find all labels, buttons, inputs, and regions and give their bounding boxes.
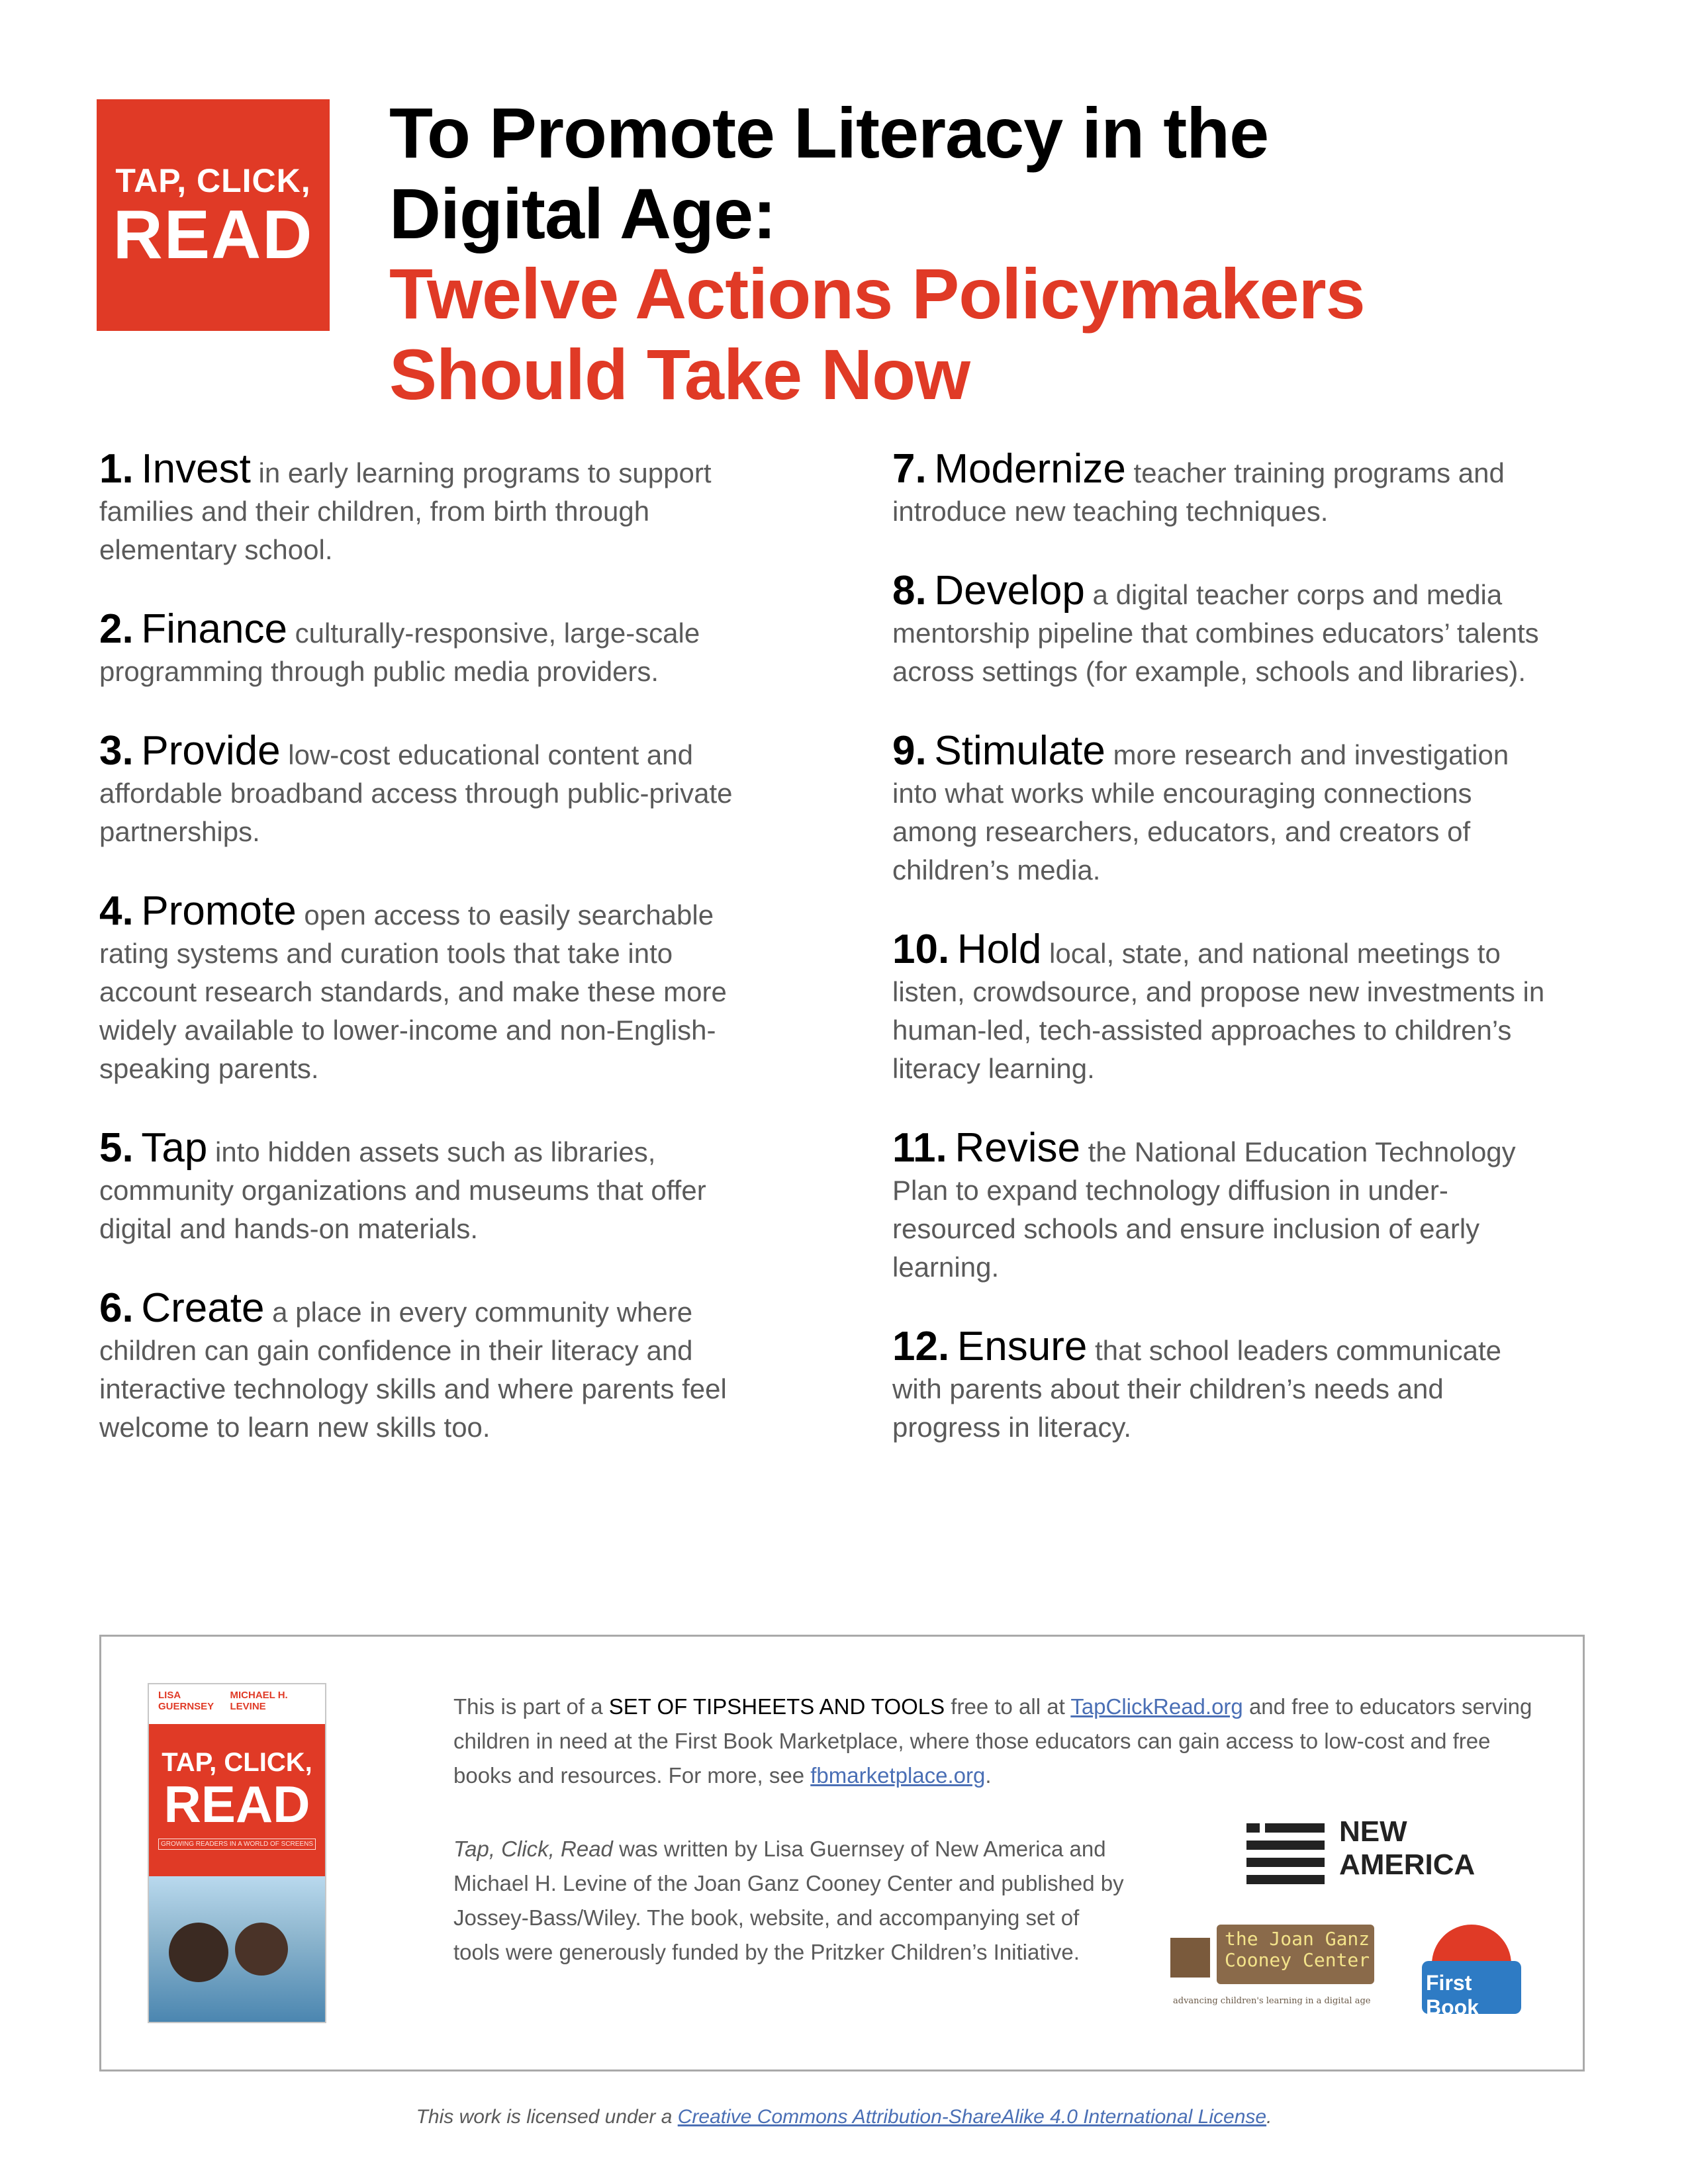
action-text: low-cost educational content and affordable broadband access through public-private partnerships. [99,739,733,847]
jgcc-sign [1217,1925,1374,1984]
action-text: a place in every community where children can gain confidence in their literacy and interactive technology skills and where parents feel welcome to learn new skills too. [99,1297,727,1443]
jgcc-tagline: advancing children's learning in a digital age [1173,1996,1371,2006]
action-number: 11. [892,1125,947,1171]
book-photo [149,1876,325,2022]
action-text: open access to easily searchable rating systems and curation tools that take into account research standards, and make these more widely available to lower-income and non-English-speaking parents. [99,899,727,1084]
action-verb: Finance [141,606,287,652]
action-verb: Revise [955,1125,1080,1171]
action-verb: Develop [934,568,1085,614]
action-verb: Promote [141,888,297,934]
action-text: the National Education Technology Plan to expand technology diffusion in under-resourced schools and ensure inclusion of early learning. [892,1136,1516,1283]
book-subtitle: GROWING READERS IN A WORLD OF SCREENS [158,1839,316,1850]
action-item [99,1285,761,1447]
action-text: a digital teacher corps and media mentorship pipeline that combines educators’ talents across settings (for example, schools and libraries). [892,579,1539,687]
action-number: 7. [892,446,927,492]
action-verb: Invest [141,446,251,492]
action-number: 2. [99,606,134,652]
action-text: in early learning programs to support families and their children, from birth through elementary school. [99,457,712,565]
action-number: 10. [892,927,950,972]
action-verb: Hold [957,927,1042,972]
actions-left-column [99,446,761,1447]
book-author1: LISA GUERNSEY [158,1690,214,1712]
sunburst-icon [1432,1925,1511,1964]
action-text: teacher training programs and introduce new teaching techniques. [892,457,1505,527]
fbmarketplace-link[interactable]: fbmarketplace.org [810,1763,986,1788]
title-line2: Digital Age: [389,173,776,253]
logo-line1: TAP, CLICK, [115,162,311,199]
action-verb: Ensure [957,1324,1088,1369]
new-america-line1: NEW [1339,1815,1407,1848]
action-item [99,606,761,691]
action-number: 12. [892,1324,950,1369]
text-run: . [1266,2106,1272,2128]
action-item [892,446,1554,531]
cc-license-link[interactable]: Creative Commons Attribution-ShareAlike 4.0 International License [677,2106,1267,2128]
book-title1: TAP, CLICK, [162,1748,312,1777]
new-america-logo [1246,1815,1485,1888]
action-verb: Modernize [934,446,1126,492]
page-subtitle [389,253,1365,415]
jgcc-line2: Cooney Center [1225,1949,1370,1971]
child-figure [169,1923,228,1982]
action-number: 5. [99,1125,134,1171]
child-figure [235,1923,288,1976]
action-number: 3. [99,728,134,774]
book-title2: READ [164,1775,310,1833]
action-item [99,1125,761,1248]
text-run: and free to educators serving children in need at the First Book Marketplace, where those educators can gain access to low-cost and free books and resources. For more, see [453,1694,1532,1788]
license-footer [0,2106,1688,2128]
first-book-text: First Book [1426,1971,1479,2019]
first-book-logo [1422,1925,1521,2017]
jgcc-line1: the Joan Ganz [1225,1928,1370,1950]
action-verb: Provide [141,728,281,774]
action-text: more research and investigation into what works while encouraging connections among researchers, educators, and creators of children’s media. [892,739,1509,886]
text-run: This work is licensed under a [416,2106,678,2128]
action-item [892,568,1554,691]
action-text: culturally-responsive, large-scale programming through public media providers. [99,617,700,687]
action-number: 1. [99,446,134,492]
action-number: 9. [892,728,927,774]
action-verb: Stimulate [934,728,1105,774]
title-line3: Twelve Actions Policymakers [389,253,1365,334]
action-text: local, state, and national meetings to listen, crowdsource, and propose new investments in human-led, tech-assisted approaches to children’s literacy learning. [892,938,1545,1084]
book-cover-image [148,1683,326,2023]
action-item [892,728,1554,889]
joan-ganz-cooney-center-logo [1164,1918,1376,2017]
book-authors [149,1684,325,1724]
text-run: . [985,1763,992,1788]
action-item [99,446,761,569]
box-paragraph-2 [453,1810,1129,1991]
text-run: This is part of a [453,1694,609,1719]
action-number: 8. [892,568,927,614]
book-author2: MICHAEL H. LEVINE [230,1690,288,1712]
action-text: that school leaders communicate with parents about their children’s needs and progress in literacy. [892,1335,1501,1443]
action-item [892,1324,1554,1447]
action-item [892,927,1554,1088]
tipsheets-caps: SET OF TIPSHEETS AND TOOLS [608,1694,945,1719]
page-title [389,93,1268,254]
info-box [99,1635,1585,2071]
book-title-italic: Tap, Click, Read [453,1837,613,1861]
text-run: free to all at [945,1694,1071,1719]
box-paragraph-1 [453,1690,1552,1793]
tapclickread-link[interactable]: TapClickRead.org [1070,1694,1243,1719]
action-text: into hidden assets such as libraries, community organizations and museums that offer digital and hands-on materials. [99,1136,706,1244]
logo-line2: READ [113,197,314,273]
robot-icon [1170,1938,1210,1978]
action-number: 6. [99,1285,134,1331]
action-number: 4. [99,888,134,934]
action-verb: Create [141,1285,265,1331]
new-america-line2: AMERICA [1339,1848,1476,1881]
action-verb: Tap [141,1125,208,1171]
action-item [99,888,761,1088]
title-line1: To Promote Literacy in the [389,93,1269,173]
action-item [99,728,761,851]
title-line4: Should Take Now [389,334,970,414]
tap-click-read-logo [97,99,330,331]
actions-right-column [892,446,1554,1447]
action-item [892,1125,1554,1287]
text-run: was written by Lisa Guernsey of New America and Michael H. Levine of the Joan Ganz Cooney Center and published by Jossey-Bass/Wiley. The book, website, and accompanying set of tools were generously funded by the Pritzker Children’s Initiative. [453,1837,1124,1964]
